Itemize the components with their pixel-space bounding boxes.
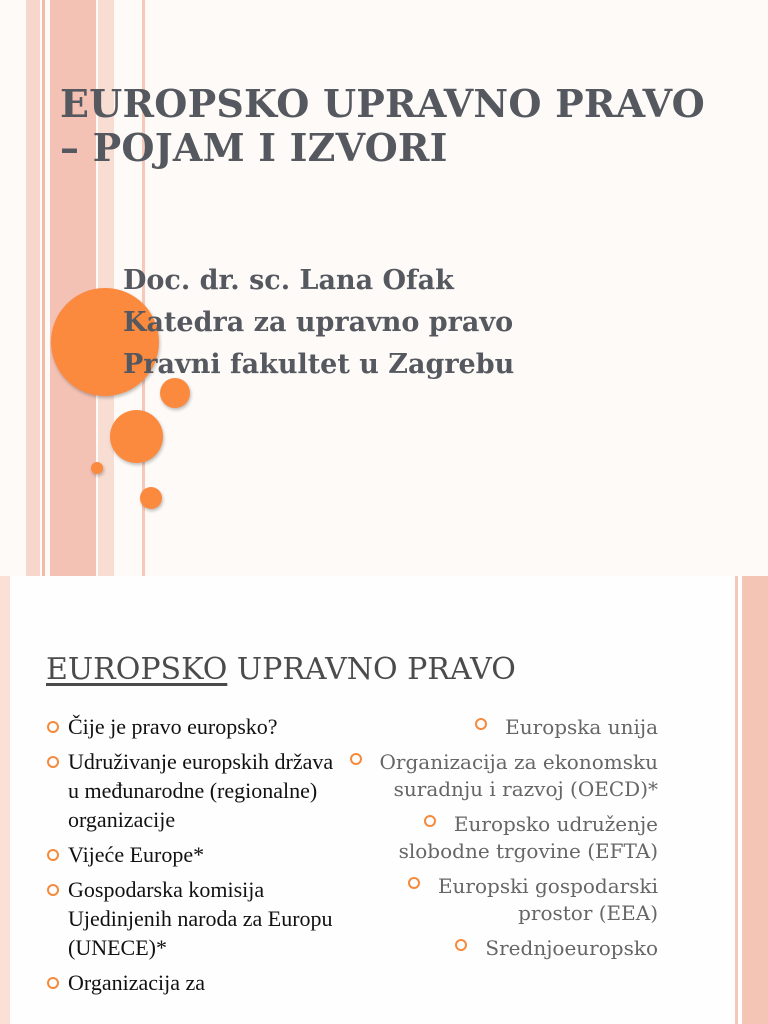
slide-subtitle — [123, 260, 723, 386]
list-item — [338, 873, 658, 927]
list-item — [46, 875, 346, 962]
circle-bullet-icon — [350, 753, 362, 765]
list-item-text: Udruživanje europskih država u međunarodne (regionalne) organizacije — [68, 749, 334, 832]
medium-circle-decor — [110, 410, 163, 463]
stripe-decor — [742, 576, 768, 1024]
list-item-text: Europsko udruženje slobodne trgovine (EFTA) — [398, 812, 658, 863]
small-circle-decor — [140, 487, 162, 509]
right-bullet-list — [338, 714, 658, 970]
circle-bullet-icon — [47, 977, 59, 989]
stripe-decor — [0, 576, 10, 1024]
list-item-text: Europski gospodarski prostor (EEA) — [437, 874, 658, 925]
tiny-circle-decor — [91, 462, 103, 474]
list-item — [46, 712, 346, 741]
title-line-2: – POJAM I IZVORI — [60, 125, 448, 170]
slide-title — [60, 82, 740, 170]
list-item-text: Vijeće Europe* — [68, 842, 205, 867]
circle-bullet-icon — [47, 756, 59, 768]
circle-bullet-icon — [408, 877, 420, 889]
circle-bullet-icon — [475, 718, 487, 730]
stripe-decor — [26, 0, 40, 576]
circle-bullet-icon — [455, 939, 467, 951]
list-item-text: Čije je pravo europsko? — [68, 714, 278, 739]
title-line-1: EUROPSKO UPRAVNO PRAVO — [60, 81, 705, 126]
circle-bullet-icon — [47, 849, 59, 861]
list-item — [338, 935, 658, 962]
left-bullet-list — [46, 712, 346, 1003]
section-title-underlined: EUROPSKO — [46, 652, 228, 687]
section-title — [46, 652, 516, 687]
author-name: Doc. dr. sc. Lana Ofak — [123, 265, 454, 296]
list-item — [46, 840, 346, 869]
department-name: Katedra za upravno pravo — [123, 307, 514, 338]
list-item-text: Organizacija za ekonomsku suradnju i razvoj (OECD)* — [379, 750, 658, 801]
stripe-decor — [735, 576, 738, 1024]
list-item — [338, 749, 658, 803]
circle-bullet-icon — [47, 884, 59, 896]
list-item-text: Organizacija za — [68, 970, 206, 995]
circle-bullet-icon — [424, 815, 436, 827]
list-item — [46, 747, 346, 834]
list-item — [338, 811, 658, 865]
circle-bullet-icon — [47, 721, 59, 733]
stripe-decor — [42, 0, 45, 576]
list-item — [338, 714, 658, 741]
list-item-text: Europska unija — [505, 715, 658, 739]
list-item-text: Srednjoeuropsko — [485, 936, 658, 960]
list-item-text: Gospodarska komisija Ujedinjenih naroda za Europu (UNECE)* — [68, 877, 333, 960]
faculty-name: Pravni fakultet u Zagrebu — [123, 349, 515, 380]
section-title-rest: UPRAVNO PRAVO — [227, 652, 516, 687]
list-item — [46, 968, 346, 997]
